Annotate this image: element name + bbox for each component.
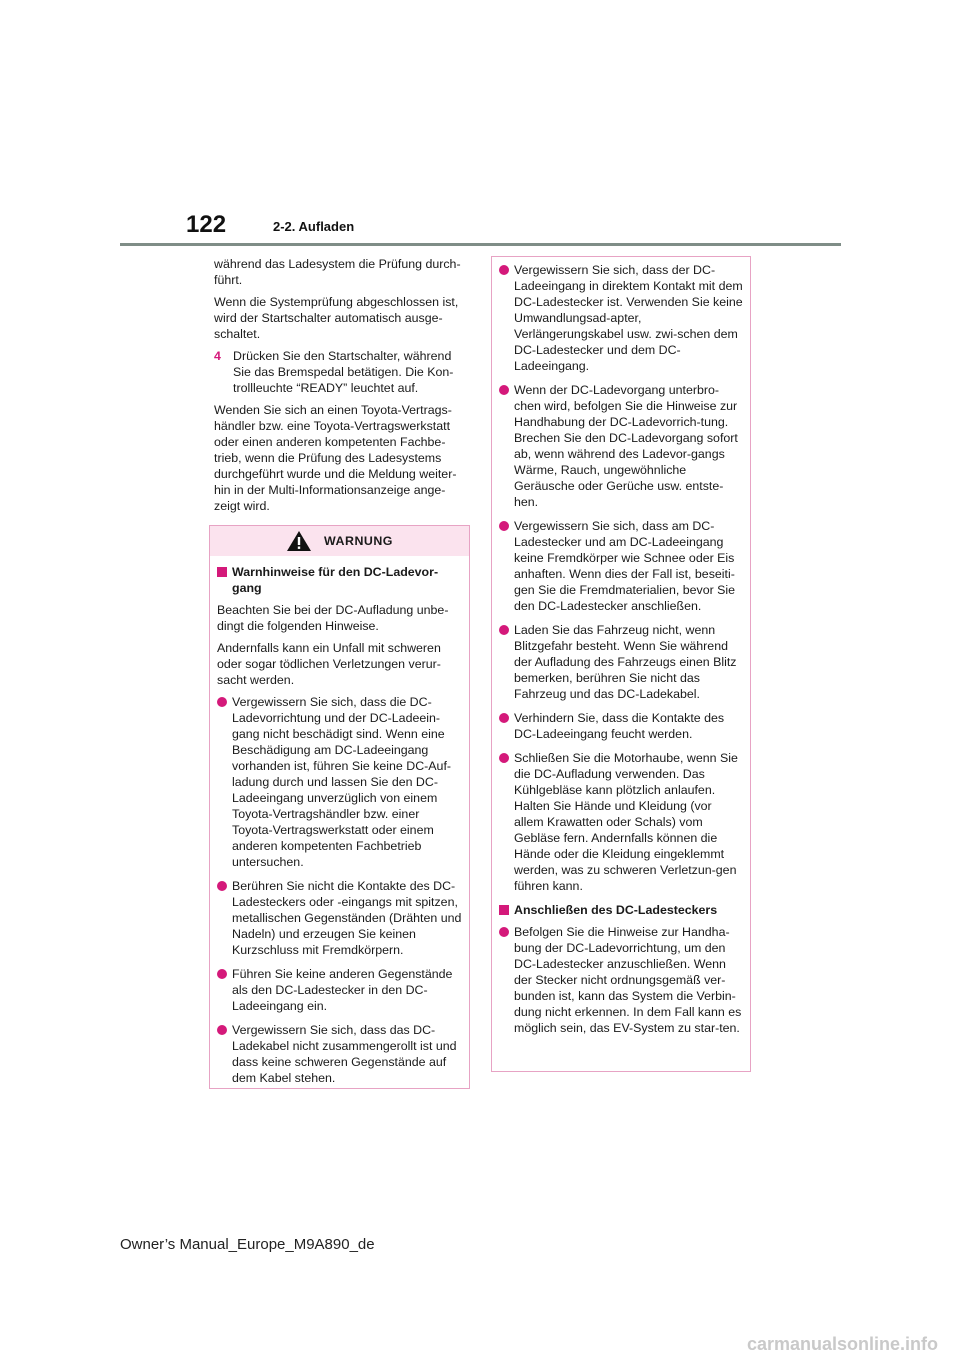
bullet-text: Vergewissern Sie sich, dass am DC-Ladestecker und am DC-Ladeeingang keine Fremdkörper wie Schnee oder Eis anhaften. Wenn dies der Fall ist, beseiti-gen Sie die Fremdmaterialien, bevor Sie den DC-Ladestecker anschließen. [514,519,736,613]
list-item [217,878,463,958]
left-column-text [214,256,468,520]
round-bullet-icon [217,1025,227,1035]
round-bullet-icon [499,713,509,723]
bullet-text: Wenn der DC-Ladevorgang unterbro-chen wird, befolgen Sie die Hinweise zur Handhabung der DC-Ladevorrich-tung. Brechen Sie den DC-Ladevorgang sofort ab, wenn während des Ladevor-gangs Wärme, Rauch, ungewöhnliche Geräusche oder Gerüche usw. entste-hen. [514,383,738,509]
list-item [499,622,744,702]
connect-subheading [499,902,744,918]
round-bullet-icon [217,697,227,707]
subheading-text: Warnhinweise für den DC-Ladevor-gang [232,565,439,595]
round-bullet-icon [499,265,509,275]
warning-header [210,526,469,556]
list-item [499,518,744,614]
warning-body-continued [492,257,750,1050]
page-number: 122 [186,211,227,238]
header-rule [120,243,841,246]
step-text: Drücken Sie den Startschalter, während Sie das Bremspedal betätigen. Die Kon-trollleuchte “READY” leuchtet auf. [233,349,454,395]
list-item [499,382,744,510]
round-bullet-icon [499,625,509,635]
warning-title: WARNUNG [324,534,393,548]
round-bullet-icon [499,385,509,395]
manual-id: Owner’s Manual_Europe_M9A890_de [120,1236,375,1253]
watermark: carmanualsonline.info [746,1334,938,1354]
round-bullet-icon [217,881,227,891]
paragraph: Wenden Sie sich an einen Toyota-Vertrags-händler bzw. eine Toyota-Vertragswerkstatt oder einen anderen kompetenten Fachbe-trieb, wenn die Prüfung des Ladesystems durchgeführt wurde und die Meldung weiter-hin in der Multi-Informationsanzeige ange-zeigt wird. [214,403,457,513]
list-item [499,262,744,374]
bullet-text: Schließen Sie die Motorhaube, wenn Sie die DC-Aufladung verwenden. Das Kühlgebläse kann plötzlich anlaufen. Halten Sie Hände und Kleidung (vor allem Krawatten oder Schals) vom Gebläse fern. Andernfalls können die Hände oder die Kleidung eingeklemmt werden, was zu schweren Verletzun-gen führen kann. [514,751,738,893]
paragraph: Wenn die Systemprüfung abgeschlossen ist, wird der Startschalter automatisch ausge-schaltet. [214,295,459,341]
warning-box-continued [491,256,751,1072]
step-number: 4 [214,349,221,363]
round-bullet-icon [499,753,509,763]
warning-body [210,556,469,1100]
paragraph: während das Ladesystem die Prüfung durch-führt. [214,257,461,287]
warning-triangle-icon [286,530,312,552]
bullet-text: Führen Sie keine anderen Gegenstände als den DC-Ladestecker in den DC-Ladeeingang ein. [232,967,453,1013]
section-title: 2-2. Aufladen [273,219,355,234]
round-bullet-icon [499,521,509,531]
bullet-text: Berühren Sie nicht die Kontakte des DC-Ladesteckers oder -eingangs mit spitzen, metallischen Gegenständen (Drähten und Nadeln) und erzeugen Sie keinen Kurzschluss mit Fremdkörpern. [232,879,462,957]
warning-box [209,525,470,1089]
warning-intro: Andernfalls kann ein Unfall mit schweren oder sogar tödlichen Verletzungen verur-sacht werden. [217,641,441,687]
round-bullet-icon [217,969,227,979]
warning-subheading [217,564,463,596]
list-item [217,1022,463,1086]
list-item [499,924,744,1036]
warning-intro: Beachten Sie bei der DC-Aufladung unbe-dingt die folgenden Hinweise. [217,603,449,633]
bullet-text: Verhindern Sie, dass die Kontakte des DC-Ladeeingang feucht werden. [514,711,725,741]
bullet-text: Vergewissern Sie sich, dass die DC-Ladevorrichtung und der DC-Ladeein-gang nicht beschädigt sind. Wenn eine Beschädigung am DC-Ladeeingang vorhanden ist, führen Sie keine DC-Auf-ladung durch und lassen Sie den DC-Ladeeingang unverzüglich von einem Toyota-Vertragshändler bzw. einer Toyota-Vertragswerkstatt oder einem anderen kompetenten Fachbetrieb untersuchen. [232,695,452,869]
list-item [499,710,744,742]
square-bullet-icon [217,567,227,577]
square-bullet-icon [499,905,509,915]
subheading-text: Anschließen des DC-Ladesteckers [514,903,718,917]
bullet-text: Vergewissern Sie sich, dass der DC-Ladeeingang in direktem Kontakt mit dem DC-Ladestecker ist. Verwenden Sie keine Umwandlungsad-apter, Verlängerungskabel usw. zwi-schen dem DC-Ladestecker und dem DC-Ladeeingang. [514,263,743,373]
round-bullet-icon [499,927,509,937]
step-item [214,348,468,396]
bullet-text: Vergewissern Sie sich, dass das DC-Ladekabel nicht zusammengerollt ist und dass keine schweren Gegenstände auf dem Kabel stehen. [232,1023,457,1085]
list-item [499,750,744,894]
bullet-text: Befolgen Sie die Hinweise zur Handha-bung der DC-Ladevorrichtung, um den DC-Ladestecker anzuschließen. Wenn der Stecker nicht ordnungsgemäß ver-bunden ist, kann das System die Verbin-dung nicht erkennen. In dem Fall kann es möglich sein, das EV-System zu star-ten. [514,925,742,1035]
list-item [217,694,463,870]
bullet-text: Laden Sie das Fahrzeug nicht, wenn Blitzgefahr besteht. Wenn Sie während der Aufladung des Fahrzeugs einen Blitz bemerken, berühren Sie nicht das Fahrzeug und das DC-Ladekabel. [514,623,737,701]
list-item [217,966,463,1014]
